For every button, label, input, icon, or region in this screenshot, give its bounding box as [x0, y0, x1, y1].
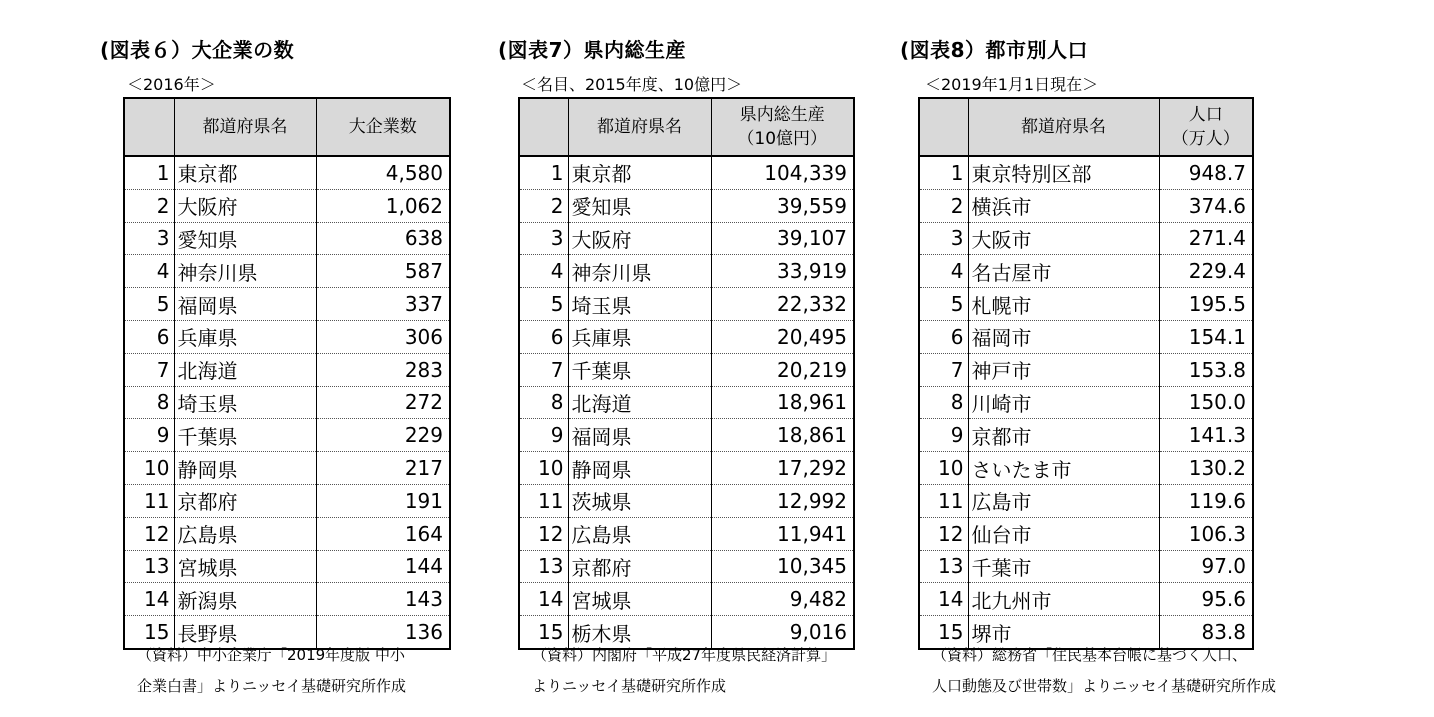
name-cell: 福岡市: [968, 320, 1159, 353]
table-row: [124, 452, 450, 485]
header-name: 都道府県名: [968, 98, 1159, 156]
value-cell: 130.2: [1159, 452, 1253, 485]
value-cell: 97.0: [1159, 550, 1253, 583]
header-value: [711, 98, 854, 156]
name-cell: 京都府: [568, 550, 711, 583]
name-cell: 兵庫県: [568, 320, 711, 353]
name-cell: 神奈川県: [174, 255, 316, 288]
name-cell: 千葉市: [968, 550, 1159, 583]
value-cell: 283: [316, 353, 450, 386]
rank-cell: 3: [919, 222, 968, 255]
rank-cell: 1: [519, 156, 568, 189]
header-name: 都道府県名: [174, 98, 316, 156]
name-cell: 大阪市: [968, 222, 1159, 255]
rank-cell: 14: [519, 583, 568, 616]
source-note: [137, 640, 406, 702]
table-row: [124, 419, 450, 452]
rank-cell: 7: [919, 353, 968, 386]
value-cell: 229: [316, 419, 450, 452]
table-body: [519, 156, 854, 649]
name-cell: 長野県: [174, 616, 316, 649]
rank-cell: 4: [124, 255, 174, 288]
value-cell: 11,941: [711, 517, 854, 550]
rank-cell: 13: [519, 550, 568, 583]
rank-cell: 15: [919, 616, 968, 649]
data-table: [518, 97, 855, 650]
rank-cell: 13: [919, 550, 968, 583]
rank-cell: 9: [124, 419, 174, 452]
panel-title: (図表8）都市別人口: [900, 38, 1089, 62]
name-cell: 新潟県: [174, 583, 316, 616]
rank-cell: 5: [519, 288, 568, 321]
table-row: [124, 189, 450, 222]
name-cell: 東京都: [174, 156, 316, 189]
table-row: [919, 452, 1253, 485]
name-cell: 茨城県: [568, 484, 711, 517]
panel-title: (図表7）県内総生産: [498, 38, 687, 62]
data-table: [918, 97, 1254, 650]
value-cell: 153.8: [1159, 353, 1253, 386]
name-cell: 堺市: [968, 616, 1159, 649]
panel-subtitle: ＜2019年1月1日現在＞: [925, 75, 1099, 94]
value-cell: 337: [316, 288, 450, 321]
table-row: [519, 386, 854, 419]
name-cell: 埼玉県: [568, 288, 711, 321]
value-cell: 587: [316, 255, 450, 288]
name-cell: 札幌市: [968, 288, 1159, 321]
value-cell: 95.6: [1159, 583, 1253, 616]
table-row: [919, 550, 1253, 583]
source-line: （資料）総務省「住民基本台帳に基づく人口、: [932, 646, 1248, 664]
rank-cell: 4: [919, 255, 968, 288]
value-cell: 217: [316, 452, 450, 485]
value-cell: 195.5: [1159, 288, 1253, 321]
rank-cell: 6: [124, 320, 174, 353]
value-cell: 136: [316, 616, 450, 649]
rank-cell: 13: [124, 550, 174, 583]
table-row: [919, 353, 1253, 386]
value-cell: 83.8: [1159, 616, 1253, 649]
source-note: [532, 640, 836, 702]
source-line: よりニッセイ基礎研究所作成: [532, 677, 726, 695]
rank-cell: 14: [919, 583, 968, 616]
value-cell: 948.7: [1159, 156, 1253, 189]
table-row: [519, 288, 854, 321]
table-row: [919, 189, 1253, 222]
table-row: [519, 419, 854, 452]
table-row: [124, 255, 450, 288]
table-body: [124, 156, 450, 649]
rank-cell: 6: [519, 320, 568, 353]
rank-cell: 5: [919, 288, 968, 321]
name-cell: 宮城県: [174, 550, 316, 583]
header-value-unit: （万人）: [1171, 129, 1240, 149]
table-row: [519, 517, 854, 550]
value-cell: 106.3: [1159, 517, 1253, 550]
table-row: [124, 353, 450, 386]
value-cell: 12,992: [711, 484, 854, 517]
rank-cell: 7: [124, 353, 174, 386]
name-cell: 川崎市: [968, 386, 1159, 419]
value-cell: 9,016: [711, 616, 854, 649]
rank-cell: 12: [919, 517, 968, 550]
name-cell: 愛知県: [568, 189, 711, 222]
rank-cell: 5: [124, 288, 174, 321]
name-cell: 兵庫県: [174, 320, 316, 353]
source-line: 企業白書」よりニッセイ基礎研究所作成: [137, 677, 406, 695]
value-cell: 104,339: [711, 156, 854, 189]
name-cell: 愛知県: [174, 222, 316, 255]
table-header-row: [919, 98, 1253, 156]
name-cell: 北九州市: [968, 583, 1159, 616]
table-row: [519, 222, 854, 255]
header-name: 都道府県名: [568, 98, 711, 156]
rank-cell: 8: [519, 386, 568, 419]
table-row: [124, 386, 450, 419]
value-cell: 17,292: [711, 452, 854, 485]
rank-cell: 11: [124, 484, 174, 517]
table-row: [919, 255, 1253, 288]
rank-cell: 10: [124, 452, 174, 485]
name-cell: 福岡県: [174, 288, 316, 321]
table-row: [919, 419, 1253, 452]
data-table: [123, 97, 451, 650]
table-row: [919, 583, 1253, 616]
table-row: [919, 320, 1253, 353]
value-cell: 22,332: [711, 288, 854, 321]
source-line: （資料）内閣府「平成27年度県民経済計算」: [532, 646, 837, 664]
header-value: [316, 98, 450, 156]
source-note: [932, 640, 1276, 702]
value-cell: 154.1: [1159, 320, 1253, 353]
table-row: [519, 550, 854, 583]
table-row: [519, 583, 854, 616]
header-rank: [519, 98, 568, 156]
table-row: [919, 484, 1253, 517]
name-cell: 横浜市: [968, 189, 1159, 222]
table-row: [124, 484, 450, 517]
rank-cell: 1: [124, 156, 174, 189]
rank-cell: 8: [124, 386, 174, 419]
table-row: [124, 156, 450, 189]
name-cell: 仙台市: [968, 517, 1159, 550]
table-header-row: [519, 98, 854, 156]
rank-cell: 14: [124, 583, 174, 616]
value-cell: 164: [316, 517, 450, 550]
table-row: [919, 517, 1253, 550]
name-cell: 広島県: [568, 517, 711, 550]
name-cell: 千葉県: [174, 419, 316, 452]
value-cell: 141.3: [1159, 419, 1253, 452]
table-row: [124, 583, 450, 616]
value-cell: 191: [316, 484, 450, 517]
name-cell: 福岡県: [568, 419, 711, 452]
name-cell: 宮城県: [568, 583, 711, 616]
name-cell: 北海道: [174, 353, 316, 386]
header-rank: [124, 98, 174, 156]
value-cell: 1,062: [316, 189, 450, 222]
rank-cell: 15: [124, 616, 174, 649]
rank-cell: 12: [519, 517, 568, 550]
rank-cell: 10: [919, 452, 968, 485]
table-row: [919, 386, 1253, 419]
table-row: [919, 288, 1253, 321]
value-cell: 638: [316, 222, 450, 255]
rank-cell: 6: [919, 320, 968, 353]
table-row: [124, 517, 450, 550]
value-cell: 306: [316, 320, 450, 353]
value-cell: 374.6: [1159, 189, 1253, 222]
table-row: [519, 189, 854, 222]
value-cell: 271.4: [1159, 222, 1253, 255]
value-cell: 20,219: [711, 353, 854, 386]
rank-cell: 7: [519, 353, 568, 386]
source-line: （資料）中小企業庁「2019年度版 中小: [137, 646, 405, 664]
table-row: [124, 550, 450, 583]
rank-cell: 3: [519, 222, 568, 255]
name-cell: 北海道: [568, 386, 711, 419]
rank-cell: 10: [519, 452, 568, 485]
table-row: [519, 320, 854, 353]
rank-cell: 2: [519, 189, 568, 222]
value-cell: 33,919: [711, 255, 854, 288]
rank-cell: 4: [519, 255, 568, 288]
table-header-row: [124, 98, 450, 156]
name-cell: 神奈川県: [568, 255, 711, 288]
value-cell: 143: [316, 583, 450, 616]
rank-cell: 2: [124, 189, 174, 222]
rank-cell: 15: [519, 616, 568, 649]
rank-cell: 9: [519, 419, 568, 452]
table-row: [919, 156, 1253, 189]
header-value-label: 県内総生産: [739, 105, 825, 125]
name-cell: 大阪府: [568, 222, 711, 255]
value-cell: 150.0: [1159, 386, 1253, 419]
name-cell: 東京都: [568, 156, 711, 189]
value-cell: 39,559: [711, 189, 854, 222]
rank-cell: 3: [124, 222, 174, 255]
rank-cell: 11: [519, 484, 568, 517]
header-value-unit: （10億円）: [737, 129, 828, 149]
value-cell: 272: [316, 386, 450, 419]
value-cell: 39,107: [711, 222, 854, 255]
value-cell: 10,345: [711, 550, 854, 583]
name-cell: さいたま市: [968, 452, 1159, 485]
name-cell: 千葉県: [568, 353, 711, 386]
rank-cell: 2: [919, 189, 968, 222]
table-row: [519, 484, 854, 517]
name-cell: 埼玉県: [174, 386, 316, 419]
name-cell: 神戸市: [968, 353, 1159, 386]
name-cell: 京都府: [174, 484, 316, 517]
value-cell: 119.6: [1159, 484, 1253, 517]
table-row: [519, 452, 854, 485]
value-cell: 4,580: [316, 156, 450, 189]
rank-cell: 1: [919, 156, 968, 189]
header-value-label: 大企業数: [348, 117, 417, 137]
rank-cell: 12: [124, 517, 174, 550]
name-cell: 広島県: [174, 517, 316, 550]
value-cell: 229.4: [1159, 255, 1253, 288]
panel-subtitle: ＜名目、2015年度、10億円＞: [521, 75, 743, 94]
table-row: [124, 222, 450, 255]
value-cell: 9,482: [711, 583, 854, 616]
name-cell: 静岡県: [568, 452, 711, 485]
header-value-label: 人口: [1188, 105, 1223, 125]
header-value: [1159, 98, 1253, 156]
value-cell: 18,861: [711, 419, 854, 452]
table-row: [519, 255, 854, 288]
table-body: [919, 156, 1253, 649]
name-cell: 京都市: [968, 419, 1159, 452]
table-row: [124, 288, 450, 321]
source-line: 人口動態及び世帯数」よりニッセイ基礎研究所作成: [932, 677, 1276, 695]
rank-cell: 8: [919, 386, 968, 419]
name-cell: 大阪府: [174, 189, 316, 222]
rank-cell: 9: [919, 419, 968, 452]
header-rank: [919, 98, 968, 156]
name-cell: 静岡県: [174, 452, 316, 485]
name-cell: 栃木県: [568, 616, 711, 649]
value-cell: 20,495: [711, 320, 854, 353]
rank-cell: 11: [919, 484, 968, 517]
table-row: [519, 156, 854, 189]
table-row: [919, 222, 1253, 255]
value-cell: 18,961: [711, 386, 854, 419]
table-row: [519, 353, 854, 386]
table-row: [124, 320, 450, 353]
name-cell: 東京特別区部: [968, 156, 1159, 189]
panel-title: (図表６）大企業の数: [100, 38, 295, 62]
value-cell: 144: [316, 550, 450, 583]
panel-subtitle: ＜2016年＞: [127, 75, 216, 94]
name-cell: 広島市: [968, 484, 1159, 517]
name-cell: 名古屋市: [968, 255, 1159, 288]
